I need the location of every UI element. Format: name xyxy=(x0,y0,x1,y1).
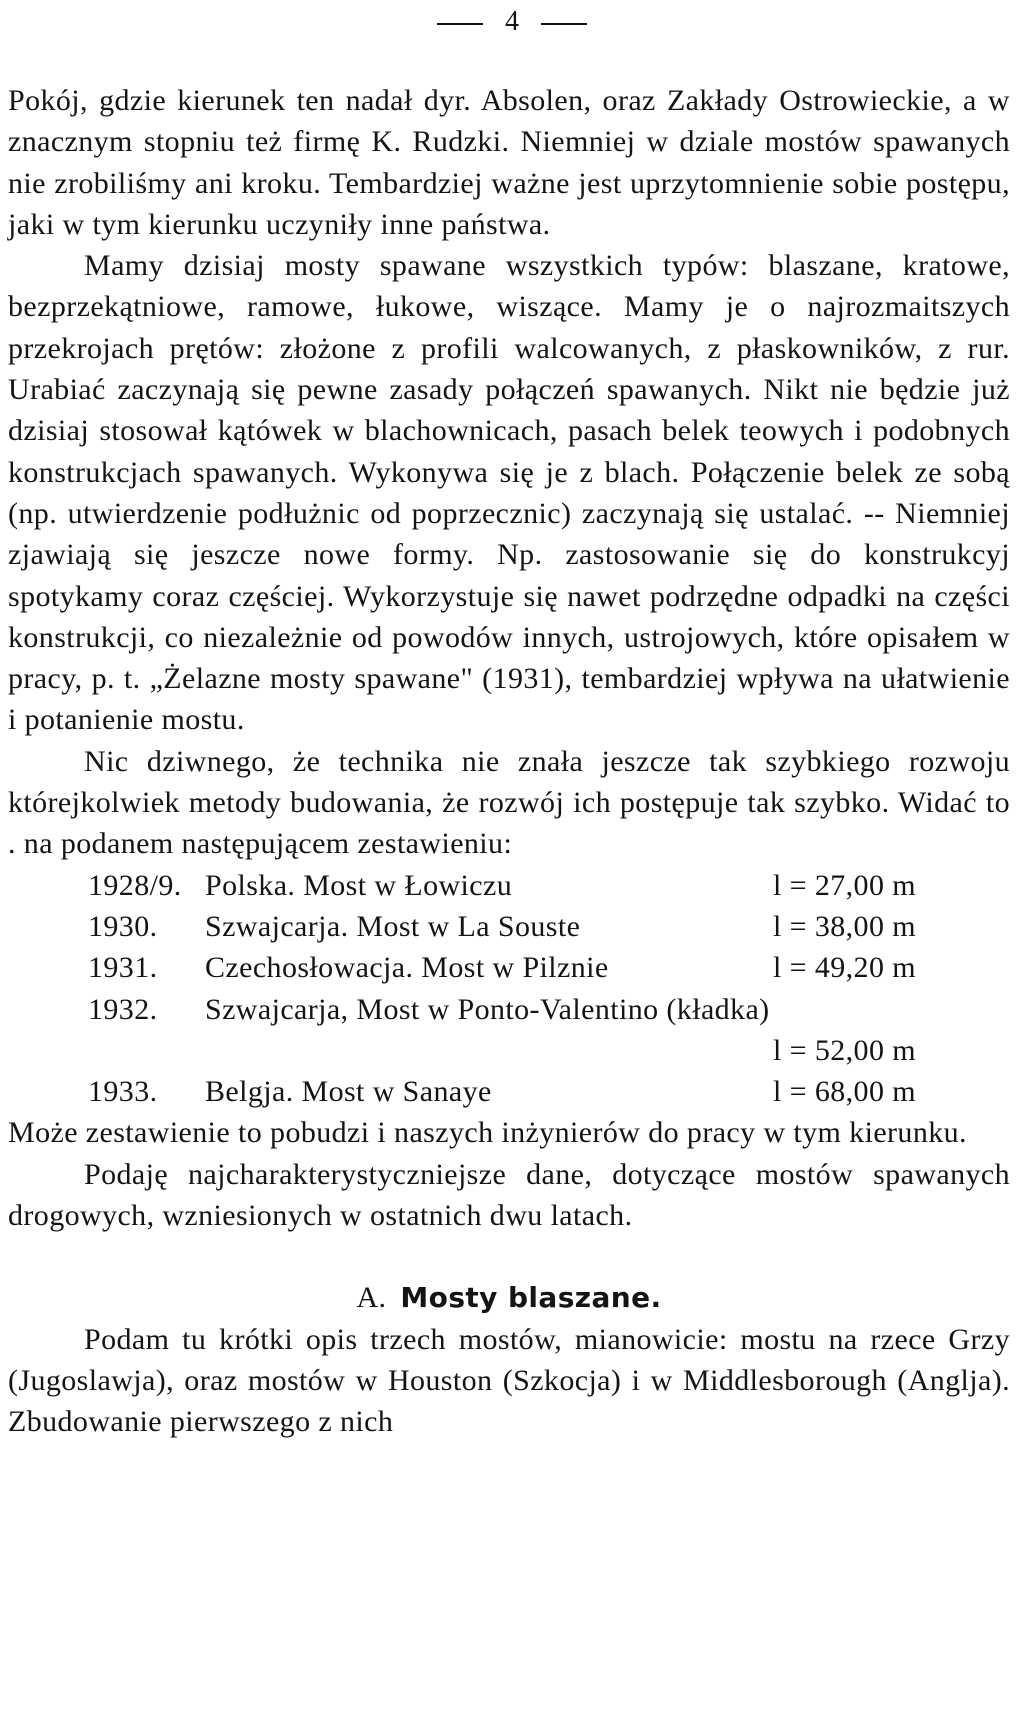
bridge-year: 1933. xyxy=(88,1075,158,1109)
bridge-description: Belgja. Most w Sanaye xyxy=(205,1075,492,1109)
paragraph-2: Mamy dzisiaj mosty spawane wszystkich typów: blaszane, kratowe, bezprzekątniowe, ramowe, łukowe, wiszące. Mamy je o najrozmaitszych przekrojach prętów: złożone z profili walcowanych, z płaskowników, z rur. Urabiać zaczynają się pewne zasady połączeń spawanych. Nikt nie będzie już dzisiaj stosował kątówek w blachownicach, pasach belek teowych i podobnych konstrukcjach spawanych. Wykonywa się je z blach. Połączenie belek ze sobą (np. utwierdzenie podłużnic od poprzecznic) zaczynają się ustalać. -- Niemniej zjawiają się jeszcze nowe formy. Np. zastosowanie się do konstrukcyj spotykamy coraz częściej. Wykorzystuje się nawet podrzędne odpadki na części konstrukcji, co niezależnie od powodów innych, ustrojowych, które opisałem w pracy, p. t. „Żelazne mosty spawane" (1931), tembardziej wpływa na ułatwienie i potanienie mostu. xyxy=(8,249,1010,737)
bridge-year: 1932. xyxy=(88,992,158,1026)
paragraph-4: Może zestawienie to pobudzi i naszych inżynierów do pracy w tym kierunku. xyxy=(8,1116,967,1150)
bridge-year: 1930. xyxy=(88,909,158,943)
section-letter: A. xyxy=(356,1281,387,1315)
bridge-year: 1928/9. xyxy=(88,868,182,902)
page-number: 4 xyxy=(505,6,519,37)
paragraph-1: Pokój, gdzie kierunek ten nadał dyr. Absolen, oraz Zakłady Ostrowieckie, a w znacznym stopniu też firmę K. Rudzki. Niemniej w dziale mostów spawanych nie zrobiliśmy ani kroku. Tembardziej ważne jest uprzytomnienie sobie postępu, jaki w tym kierunku uczyniły inne państwa. xyxy=(8,84,1010,241)
paragraph-6: Podam tu krótki opis trzech mostów, mianowicie: mostu na rzece Grzy (Jugoslawja), oraz mostów w Houston (Szkocja) i w Middlesborough (Anglja). Zbudowanie pierwszego z nich xyxy=(8,1322,1010,1439)
bridge-length: l = 27,00 m xyxy=(773,868,916,902)
bridge-row xyxy=(8,989,1010,1030)
bridge-description: Szwajcarja. Most w La Souste xyxy=(205,909,581,943)
bridge-length: l = 38,00 m xyxy=(773,909,916,943)
section-heading xyxy=(8,1277,1010,1318)
bridge-description: Polska. Most w Łowiczu xyxy=(205,868,513,902)
dash-left xyxy=(437,23,483,25)
paragraph-3: Nic dziwnego, że technika nie znała jeszcze tak szybkiego rozwoju którejkolwiek metody budowania, że rozwój ich postępuje tak szybko. Widać to . na podanem następującem zestawieniu: xyxy=(8,744,1010,861)
page-number-header xyxy=(0,4,1024,40)
bridge-description: Szwajcarja, Most w Ponto-Valentino (kładka) xyxy=(205,992,770,1026)
bridge-length: l = 68,00 m xyxy=(773,1075,916,1109)
bridge-row-continuation xyxy=(8,1030,1010,1071)
paragraph-5: Podaję najcharakterystyczniejsze dane, dotyczące mostów spawanych drogowych, wzniesionych w ostatnich dwu latach. xyxy=(8,1157,1010,1233)
bridge-length: l = 52,00 m xyxy=(773,1033,916,1067)
bridge-row xyxy=(8,947,1010,988)
body-text xyxy=(8,80,1010,1443)
bridge-length: l = 49,20 m xyxy=(773,951,916,985)
bridge-year: 1931. xyxy=(88,951,158,985)
bridge-row xyxy=(8,906,1010,947)
dash-right xyxy=(541,23,587,25)
bridge-row xyxy=(8,865,1010,906)
bridge-list xyxy=(8,865,1010,1113)
section-title: Mosty blaszane. xyxy=(400,1281,662,1315)
bridge-description: Czechosłowacja. Most w Pilznie xyxy=(205,951,609,985)
bridge-row xyxy=(8,1071,1010,1112)
